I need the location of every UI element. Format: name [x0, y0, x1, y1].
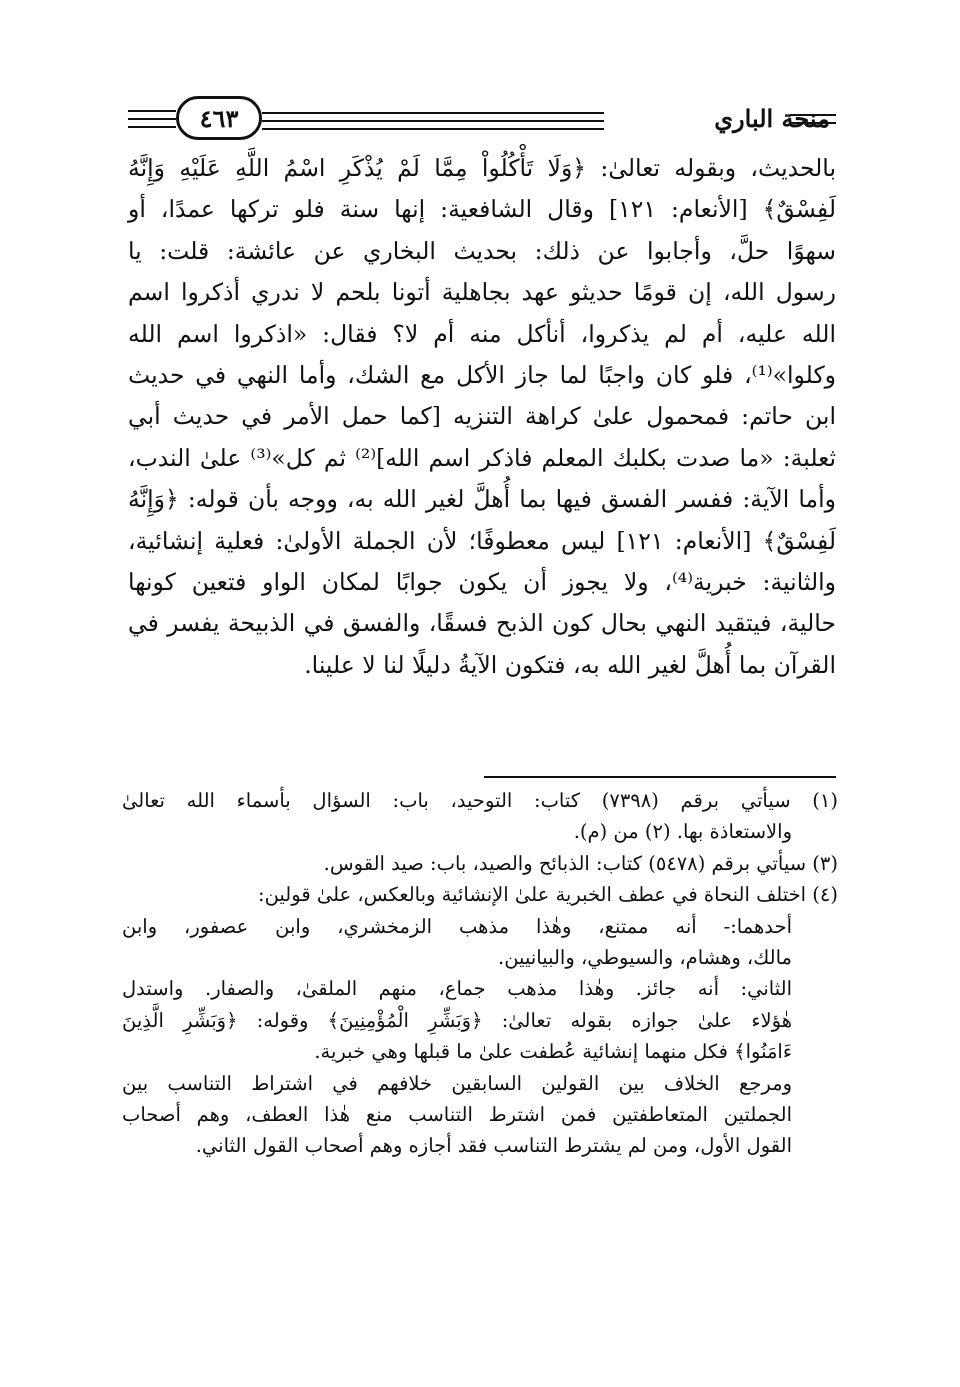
- footnote-line: ومرجع الخلاف بين القولين السابقين خلافهم في اشتراط التناسب بين: [122, 1071, 792, 1095]
- header-rule-mid-3: [262, 128, 604, 130]
- main-line: والثانية: خبرية⁽⁴⁾، ولا يجوز أن يكون جوابًا لمكان الواو فتعين كونها: [128, 568, 836, 597]
- main-line: ابن حاتم: فمحمول علىٰ كراهة التنزيه [كما حمل الأمر في حديث أبي: [128, 402, 836, 431]
- header-rule-left-1: [128, 110, 176, 112]
- header-rule-left-2: [128, 118, 176, 120]
- main-line: بالحديث، وبقوله تعالىٰ: ﴿وَلَا تَأْكُلُواْ مِمَّا لَمْ يُذْكَرِ اسْمُ اللَّهِ عَلَيْهِ وَإِنَّهُ: [128, 154, 836, 182]
- footnote-line: الجملتين المتعاطفتين فمن اشترط التناسب منع هٰذا العطف، وهم أصحاب: [122, 1103, 792, 1127]
- main-line: الله عليه، أم لم يذكروا، أنأكل منه أم لا؟ فقال: «اذكروا اسم الله: [128, 319, 836, 348]
- footnote-line: القول الأول، ومن لم يشترط التناسب فقد أجازه وهم أصحاب القول الثاني.: [195, 1134, 792, 1158]
- main-line: رسول الله، إن قومًا حديثو عهد بجاهلية أتونا بلحم لا ندري أذكروا اسم: [128, 278, 836, 307]
- header-rule-left-3: [128, 126, 176, 128]
- footnote-line: هٰؤلاء علىٰ جوازه بقوله تعالىٰ: ﴿وَبَشِّرِ الْمُؤْمِنِينَ﴾ وقوله: ﴿وَبَشِّرِ الَّذِينَ: [122, 1008, 792, 1032]
- footnote-line: الثاني: أنه جائز. وهٰذا مذهب جماع، منهم الملقىٰ، والصفار. واستدل: [122, 977, 792, 1001]
- main-line: القرآن بما أُهلَّ لغير الله به، فتكون الآيةُ دليلًا لنا لا علينا.: [304, 650, 836, 679]
- main-line: وكلوا»⁽¹⁾، فلو كان واجبًا لما جاز الأكل مع الشك، وأما النهي في حديث: [128, 361, 836, 390]
- header-rule-mid-1: [262, 112, 604, 114]
- page-number: ٤٦٣: [176, 96, 262, 140]
- footnote-line: أحدهما:- أنه ممتنع، وهٰذا مذهب الزمخشري، وابن عصفور، وابن: [122, 914, 792, 938]
- footnote-line: ءَامَنُوا﴾ فكل منهما إنشائية عُطفت علىٰ ما قبلها وهي خبرية.: [314, 1040, 792, 1064]
- footnote-line: والاستعاذة بها. (٢) من (م).: [573, 820, 792, 844]
- footnote-line: (١) سيأتي برقم (٧٣٩٨) كتاب: التوحيد، باب: السؤال بأسماء الله تعالىٰ: [122, 789, 838, 812]
- main-line: ثعلبة: «ما صدت بكلبك المعلم فاذكر اسم الله]⁽²⁾ ثم كل»⁽³⁾ علىٰ الندب،: [128, 443, 836, 472]
- footnote-line: (٣) سيأتي برقم (٥٤٧٨) كتاب: الذبائح والصيد، باب: صيد القوس.: [323, 851, 838, 875]
- footnotes: [122, 785, 838, 1162]
- main-line: حالية، فيتقيد النهي بحال كون الذبح فسقًا، والفسق في الذبيحة يفسر في: [128, 609, 836, 638]
- footnote-line: مالك، وهشام، والسيوطي، والبيانيين.: [498, 946, 792, 970]
- header-rule-mid-2: [262, 120, 604, 122]
- book-title: منحة الباري: [714, 104, 830, 133]
- main-line: وأما الآية: ففسر الفسق فيها بما أُهلَّ لغير الله به، ووجه بأن قوله: ﴿وَإِنَّهُ: [128, 485, 836, 514]
- footnote-line: (٤) اختلف النحاة في عطف الخبرية علىٰ الإنشائية وبالعكس، علىٰ قولين:: [258, 883, 838, 907]
- main-line: سهوًا حلَّ، وأجابوا عن ذلك: بحديث البخاري عن عائشة: قلت: يا: [128, 236, 836, 265]
- footnote-separator: [484, 776, 836, 778]
- main-text: [128, 148, 836, 686]
- main-line: لَفِسْقٌ﴾ [الأنعام: ١٢١] وقال الشافعية: إنها سنة فلو تركها عمدًا، أو: [128, 195, 836, 224]
- main-line: لَفِسْقٌ﴾ [الأنعام: ١٢١] ليس معطوفًا؛ لأن الجملة الأولىٰ: فعلية إنشائية،: [128, 526, 836, 555]
